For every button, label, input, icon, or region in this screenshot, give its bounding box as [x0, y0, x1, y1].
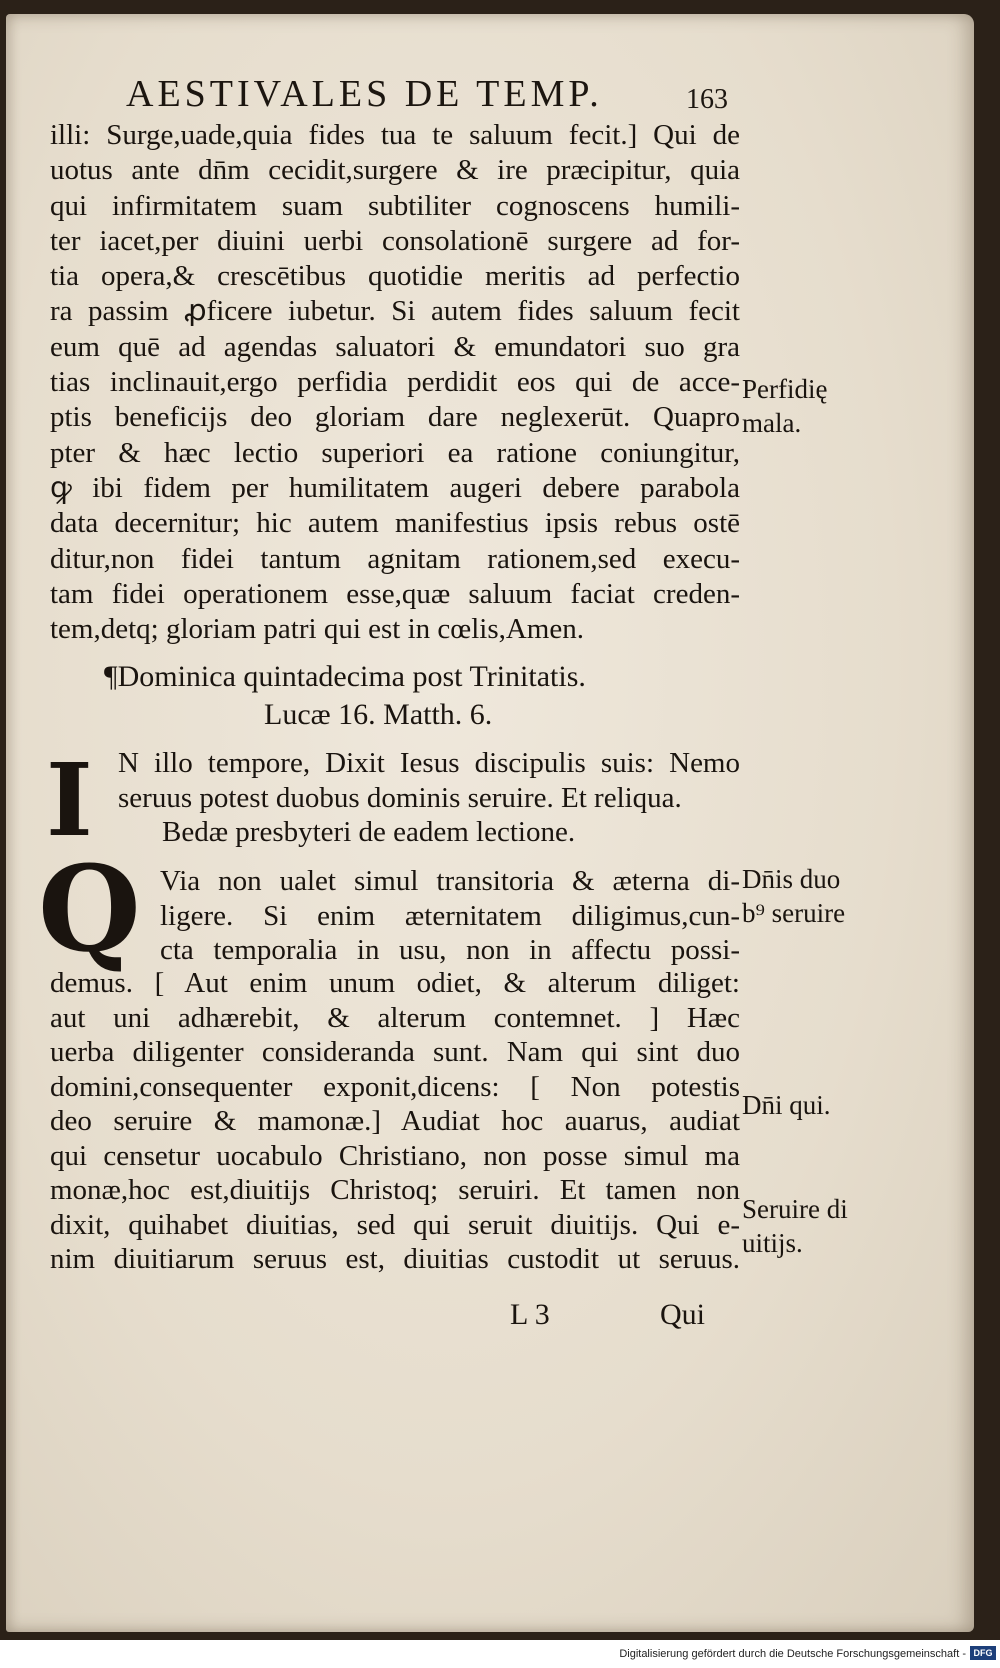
text-line: deo seruire & mamonæ.] Audiat hoc auarus, audiat	[50, 1105, 740, 1137]
margin-note-line: mala.	[742, 408, 802, 438]
text-line: monæ,hoc est,diuitijs Christoq; seruiri. Et tamen non	[50, 1174, 740, 1206]
text-line: ꝙ ibi fidem per humilitatem augeri debere parabola	[50, 471, 740, 504]
text-line: ra passim ꝓficere iubetur. Si autem fides saluum fecit	[50, 295, 740, 328]
margin-note-line: b⁹ seruire	[742, 898, 846, 928]
text-line: illi: Surge,uade,quia fides tua te saluum fecit.] Qui de	[50, 119, 740, 151]
text-line: qui infirmitatem suam subtiliter cognoscens humili-	[50, 189, 740, 222]
text-line: seruus potest duobus dominis seruire. Et reliqua.	[118, 782, 682, 814]
text-line: data decernitur; hic autem manifestius ipsis rebus ostē	[50, 507, 740, 540]
section-heading	[104, 658, 704, 734]
heading-title: ¶Dominica quintadecima post Trinitatis.	[104, 660, 586, 693]
margin-note-line: uitijs.	[742, 1228, 803, 1258]
text-line: ter iacet,per diuini uerbi consolationē surgere ad for-	[50, 224, 740, 257]
text-line: cta temporalia in usu, non in affectu possi-	[160, 934, 740, 966]
text-line: domini,consequenter exponit,dicens: [ Non potestis	[50, 1070, 740, 1103]
text-line: tam fidei operationem esse,quæ saluum faciat creden-	[50, 577, 740, 610]
text-line: tem,detq; gloriam patri qui est in cœlis,Amen.	[50, 613, 584, 646]
margin-note-duobus	[742, 862, 845, 930]
text-line: dixit, quihabet diuitias, sed qui seruit diuitijs. Qui e-	[50, 1208, 740, 1241]
commentary-indented-lines	[160, 864, 740, 968]
margin-note-line: Dn̄is duo	[742, 864, 841, 894]
text-line: demus. [ Aut enim unum odiet, & alterum diliget:	[50, 967, 740, 999]
pericope-text	[118, 746, 740, 816]
commentary-attribution: Bedæ presbyteri de eadem lectione.	[162, 816, 576, 848]
margin-note-domini	[742, 1088, 831, 1122]
margin-note-seruire	[742, 1192, 848, 1260]
dfg-logo: DFG	[970, 1646, 996, 1660]
text-line: ptis beneficijs deo gloriam dare neglexerūt. Quapro	[50, 401, 740, 434]
catchword: Qui	[660, 1298, 705, 1331]
text-line: uotus ante dn̄m cecidit,surgere & ire præcipitur, quia	[50, 154, 740, 187]
text-line: tia opera,& crescētibus quotidie meritis ad perfectio	[50, 260, 740, 293]
text-line: pter & hæc lectio superiori ea ratione coniungitur,	[50, 436, 740, 469]
text-line: tias inclinauit,ergo perfidia perdidit eos qui de acce-	[50, 366, 740, 399]
text-line: aut uni adhærebit, & alterum contemnet. ] Hæc	[50, 1001, 740, 1034]
text-line: ligere. Si enim æternitatem diligimus,cun-	[160, 899, 740, 932]
heading-reference: Lucæ 16. Matth. 6.	[264, 698, 493, 731]
running-head: AESTIVALES DE TEMP.	[126, 73, 603, 115]
text-line: N illo tempore, Dixit Iesus discipulis suis: Nemo	[118, 747, 740, 779]
signature-mark: L 3	[510, 1298, 550, 1331]
text-line: nim diuitiarum seruus est, diuitias custodit ut seruus.	[50, 1243, 740, 1275]
drop-cap-q: Q	[38, 839, 141, 978]
commentary-body	[50, 966, 740, 1277]
margin-note-line: Dn̄i qui.	[742, 1090, 831, 1120]
funding-credit: Digitalisierung gefördert durch die Deutsche Forschungsgemeinschaft -	[619, 1648, 966, 1660]
text-line: uerba diligenter consideranda sunt. Nam qui sint duo	[50, 1036, 740, 1068]
text-line: qui censetur uocabulo Christiano, non posse simul ma	[50, 1139, 740, 1172]
text-line: Via non ualet simul transitoria & æterna di-	[160, 865, 740, 897]
margin-note-perfidia	[742, 372, 827, 440]
text-block-continuation	[50, 118, 740, 647]
folio-number: 163	[686, 84, 728, 115]
drop-cap-i: I	[46, 741, 93, 859]
margin-note-line: Seruire di	[742, 1194, 848, 1224]
text-line: eum quē ad agendas saluatori & emundatori suo gra	[50, 330, 740, 363]
text-line: ditur,non fidei tantum agnitam rationem,sed execu-	[50, 542, 740, 575]
margin-note-line: Perfidię	[742, 374, 828, 404]
